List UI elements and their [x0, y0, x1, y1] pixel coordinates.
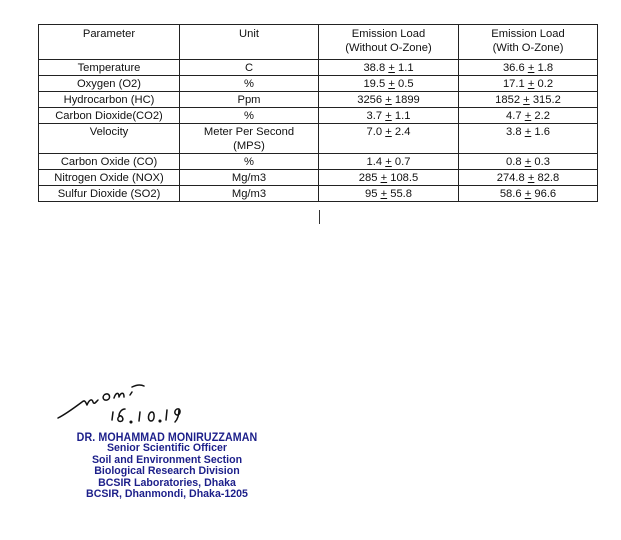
- header-without-line1: Emission Load: [351, 28, 426, 40]
- plus-minus-symbol: +: [527, 172, 535, 184]
- without-ozone-cell: [319, 92, 459, 108]
- unit-cell: [180, 108, 319, 124]
- unit-cell: [180, 186, 319, 202]
- mean-value: 58.6: [499, 188, 522, 200]
- parameter-cell: [39, 170, 180, 186]
- stamp-lab: BCSIR Laboratories, Dhaka: [98, 476, 236, 489]
- without-ozone-cell: [319, 124, 459, 154]
- deviation-value: 1.6: [534, 126, 550, 138]
- header-without-ozone: [319, 25, 459, 60]
- parameter-name: Carbon Oxide (CO): [60, 156, 158, 168]
- emission-table: [38, 24, 598, 202]
- header-parameter-text: Parameter: [82, 28, 136, 40]
- table-row: [39, 92, 598, 108]
- deviation-value: 55.8: [390, 188, 412, 200]
- stamp-name: DR. MOHAMMAD MONIRUZZAMAN: [76, 431, 258, 444]
- unit-cell: [180, 124, 319, 154]
- deviation-value: 1.8: [537, 62, 554, 74]
- stamp-division: Biological Research Division: [94, 465, 240, 478]
- deviation-value: 0.2: [537, 78, 554, 90]
- unit-text: %: [244, 156, 254, 168]
- plus-minus-symbol: +: [524, 126, 532, 138]
- mean-value: 285: [358, 172, 378, 184]
- header-parameter: [39, 25, 180, 60]
- parameter-cell: [39, 186, 180, 202]
- with-ozone-cell: [459, 124, 598, 154]
- unit-text-line2: (MPS): [233, 140, 265, 152]
- table-row: [39, 186, 598, 202]
- parameter-name: Velocity: [89, 126, 129, 138]
- plus-minus-symbol: +: [523, 94, 530, 106]
- header-with-line2: (With O-Zone): [492, 42, 564, 54]
- deviation-value: 2.4: [394, 126, 411, 138]
- unit-cell: [180, 154, 319, 170]
- unit-text: C: [244, 62, 254, 74]
- deviation-value: 0.3: [534, 156, 550, 168]
- official-stamp: [62, 432, 272, 500]
- with-ozone-cell: [459, 76, 598, 92]
- without-ozone-cell: [319, 76, 459, 92]
- plus-minus-symbol: +: [385, 94, 392, 106]
- parameter-cell: [39, 154, 180, 170]
- deviation-value: 96.6: [534, 188, 557, 200]
- plus-minus-symbol: +: [385, 156, 392, 168]
- mean-value: 274.8: [496, 172, 525, 184]
- stamp-title: Senior Scientific Officer: [106, 442, 228, 455]
- table-header-row: [39, 25, 598, 60]
- table-row: [39, 76, 598, 92]
- unit-text: Ppm: [237, 94, 261, 106]
- without-ozone-cell: [319, 186, 459, 202]
- unit-cell: [180, 170, 319, 186]
- parameter-name: Carbon Dioxide(CO2): [55, 110, 163, 122]
- deviation-value: 1.1: [397, 62, 414, 74]
- header-with-line1: Emission Load: [491, 28, 565, 40]
- plus-minus-symbol: +: [524, 188, 532, 200]
- deviation-value: 0.7: [394, 156, 411, 168]
- deviation-value: 315.2: [532, 94, 561, 106]
- header-with-ozone: [459, 25, 598, 60]
- mean-value: 3.8: [506, 126, 522, 138]
- parameter-cell: [39, 76, 180, 92]
- header-without-line2: (Without O-Zone): [345, 42, 432, 54]
- mean-value: 3256: [357, 94, 383, 106]
- stamp-section: Soil and Environment Section: [91, 453, 243, 466]
- parameter-cell: [39, 124, 180, 154]
- mean-value: 4.7: [506, 110, 522, 122]
- mean-value: 17.1: [502, 78, 525, 90]
- deviation-value: 1.1: [394, 110, 411, 122]
- table-body: [39, 60, 598, 202]
- unit-cell: [180, 76, 319, 92]
- parameter-name: Hydrocarbon (HC): [63, 94, 155, 106]
- plus-minus-symbol: +: [388, 62, 395, 74]
- parameter-name: Sulfur Dioxide (SO2): [57, 188, 161, 200]
- mean-value: 19.5: [363, 78, 386, 90]
- plus-minus-symbol: +: [385, 126, 392, 138]
- unit-cell: [180, 60, 319, 76]
- unit-text: %: [244, 78, 254, 90]
- deviation-value: 1899: [394, 94, 420, 106]
- deviation-value: 2.2: [534, 110, 550, 122]
- deviation-value: 108.5: [390, 172, 419, 184]
- plus-minus-symbol: +: [385, 110, 392, 122]
- table-row: [39, 170, 598, 186]
- with-ozone-cell: [459, 92, 598, 108]
- stamp-address: BCSIR, Dhanmondi, Dhaka-1205: [86, 488, 248, 501]
- text-cursor: [319, 210, 320, 224]
- plus-minus-symbol: +: [524, 110, 532, 122]
- without-ozone-cell: [319, 154, 459, 170]
- header-unit: [180, 25, 319, 60]
- mean-value: 7.0: [366, 126, 383, 138]
- mean-value: 0.8: [506, 156, 522, 168]
- unit-text: Meter Per Second: [203, 126, 295, 138]
- with-ozone-cell: [459, 154, 598, 170]
- unit-cell: [180, 92, 319, 108]
- parameter-cell: [39, 92, 180, 108]
- mean-value: 36.6: [502, 62, 525, 74]
- header-unit-text: Unit: [239, 28, 259, 40]
- unit-text: Mg/m3: [231, 188, 267, 200]
- mean-value: 1852: [495, 94, 521, 106]
- parameter-name: Oxygen (O2): [76, 78, 142, 90]
- deviation-value: 82.8: [537, 172, 560, 184]
- parameter-name: Nitrogen Oxide (NOX): [54, 172, 164, 184]
- table-row: [39, 154, 598, 170]
- with-ozone-cell: [459, 108, 598, 124]
- plus-minus-symbol: +: [380, 188, 388, 200]
- mean-value: 3.7: [366, 110, 383, 122]
- unit-text: %: [244, 110, 254, 122]
- with-ozone-cell: [459, 170, 598, 186]
- deviation-value: 0.5: [397, 78, 414, 90]
- handwritten-signature: [52, 378, 192, 428]
- plus-minus-symbol: +: [524, 156, 532, 168]
- mean-value: 1.4: [366, 156, 383, 168]
- parameter-cell: [39, 60, 180, 76]
- with-ozone-cell: [459, 186, 598, 202]
- plus-minus-symbol: +: [527, 78, 535, 90]
- with-ozone-cell: [459, 60, 598, 76]
- unit-text: Mg/m3: [231, 172, 267, 184]
- without-ozone-cell: [319, 108, 459, 124]
- plus-minus-symbol: +: [388, 78, 395, 90]
- plus-minus-symbol: +: [527, 62, 535, 74]
- parameter-cell: [39, 108, 180, 124]
- mean-value: 95: [365, 188, 378, 200]
- table-row: [39, 60, 598, 76]
- mean-value: 38.8: [363, 62, 386, 74]
- table-row: [39, 108, 598, 124]
- parameter-name: Temperature: [77, 62, 141, 74]
- without-ozone-cell: [319, 170, 459, 186]
- without-ozone-cell: [319, 60, 459, 76]
- plus-minus-symbol: +: [380, 172, 388, 184]
- table-row: [39, 124, 598, 154]
